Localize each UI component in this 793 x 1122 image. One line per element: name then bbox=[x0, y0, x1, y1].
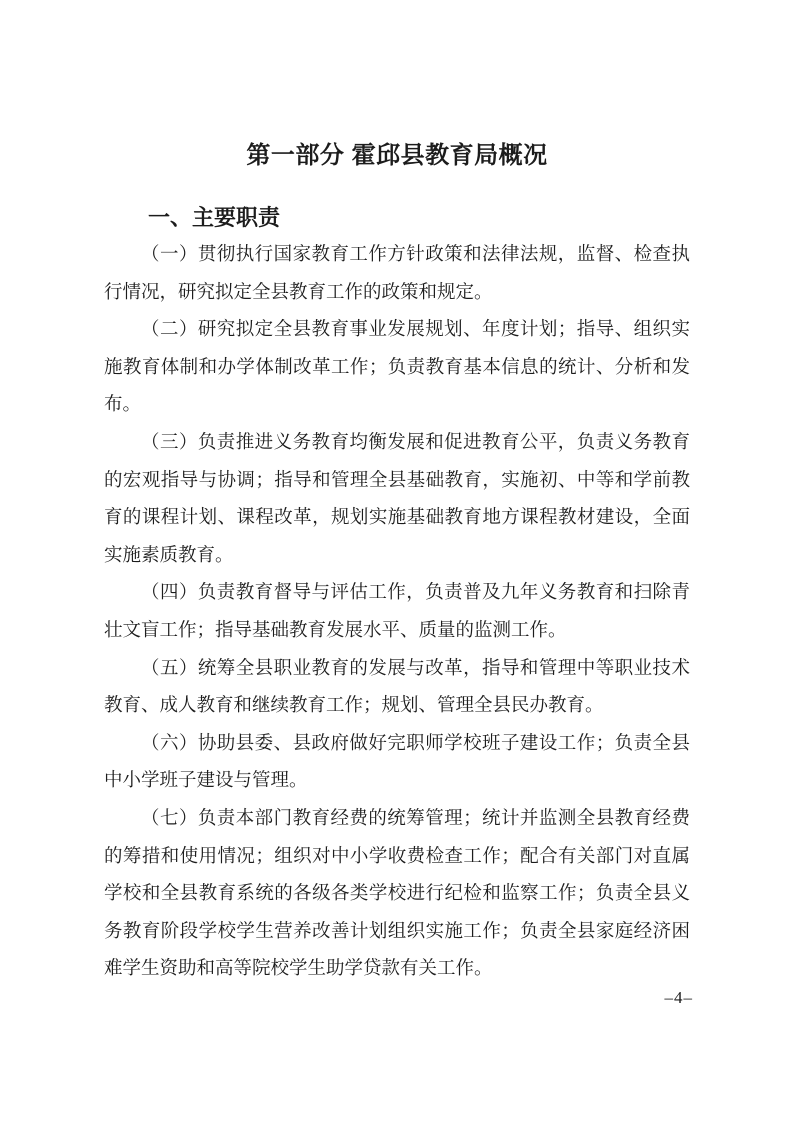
paragraph-duty-1: （一）贯彻执行国家教育工作方针政策和法律法规，监督、检查执行情况，研究拟定全县教育工作的政策和规定。 bbox=[104, 245, 690, 303]
paragraph-duty-3: （三）负责推进义务教育均衡发展和促进教育公平，负责义务教育的宏观指导与协调；指导和管理全县基础教育，实施初、中等和学前教育的课程计划、课程改革，规划实施基础教育地方课程教材建设，全面实施素质教育。 bbox=[104, 432, 690, 566]
paragraph-duty-5: （五）统筹全县职业教育的发展与改革，指导和管理中等职业技术教育、成人教育和继续教育工作；规划、管理全县民办教育。 bbox=[104, 658, 690, 717]
paragraph-duty-7: （七）负责本部门教育经费的统筹管理；统计并监测全县教育经费的筹措和使用情况；组织对中小学收费检查工作；配合有关部门对直属学校和全县教育系统的各级各类学校进行纪检和监察工作；负责全县义务教育阶段学校学生营养改善计划组织实施工作；负责全县家庭经济困难学生资助和高等院校学生助学贷款有关工作。 bbox=[104, 808, 690, 980]
document-title: 第一部分 霍邱县教育局概况 bbox=[246, 142, 548, 169]
section-heading: 一、主要职责 bbox=[148, 205, 281, 230]
paragraph-duty-6: （六）协助县委、县政府做好完职师学校班子建设工作；负责全县中小学班子建设与管理。 bbox=[104, 733, 690, 792]
document-body bbox=[104, 237, 690, 989]
paragraph-duty-2: （二）研究拟定全县教育事业发展规划、年度计划；指导、组织实施教育体制和办学体制改革工作；负责教育基本信息的统计、分析和发布。 bbox=[104, 320, 690, 416]
page-number: –4– bbox=[664, 988, 693, 1007]
paragraph-duty-4: （四）负责教育督导与评估工作，负责普及九年义务教育和扫除青壮文盲工作；指导基础教育发展水平、质量的监测工作。 bbox=[104, 583, 690, 641]
